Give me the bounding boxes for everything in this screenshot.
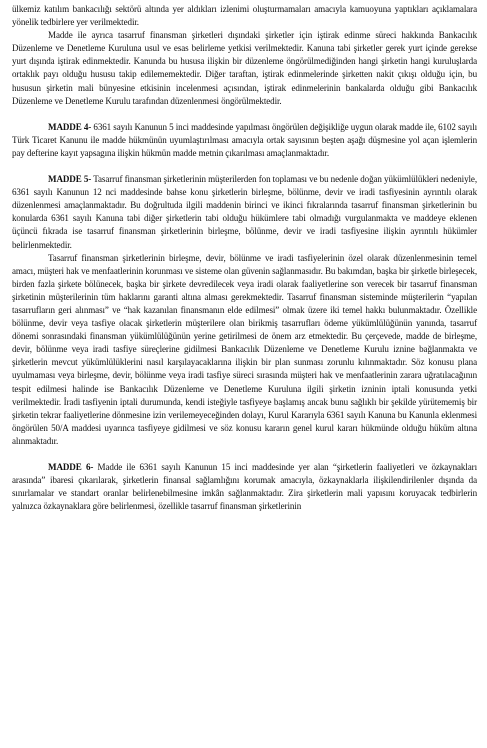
article-text: 6361 sayılı Kanunun 5 inci maddesinde yapılması öngörülen değişikliğe uygun olarak madde ile, 6102 sayılı Türk Ticaret Kanunu ile madde hükmünün uyumlaştırılması amacıyla ortak sayısının beşten aşağı düşmesine yol açan işlemlerin pay defterine kayıt yapsagına ilişkin hükmün madde metnin çıkarılması amaçlanmaktadır.	[12, 121, 478, 158]
paragraph-madde-6	[12, 461, 477, 513]
paragraph-tasarruf-finansman: Tasarruf finansman şirketlerinin birleşme, devir, bölünme ve iradi tasfiyelerinin özel olarak düzenlenmesinin temel amacı, müşteri hak ve menfaatlerinin korunması ve sisteme olan güvenin sağlanmasıdır. Bu bakımdan, başka bir şirketle birleşecek, birden fazla şirkete bölünecek, başka bir şirkete devredilecek veya iradi olarak faaliyetlerine son verecek bir tasarruf finansman şirketinin müşterilerinin tüm haklarını garanti altına alması gerekmektedir. Tasarruf finansman sisteminde müşterilerin “yapılan tasarrufların geri alınması” ve “hak kazanılan finansmanın elde edilmesi” olmak üzere iki temel hakkı bulunmaktadır. Özellikle bölünme, devir veya tasfiye olacak şirketlerin müşterilere olan birikmiş tasarrufları ödeme yükümlülüğünün yanında, tasarruf dönemi sonrasındaki finansman yükümlülüğünün yerine getirilmesi de önem arz etmektedir. Bu çerçevede, madde de birleşme, devir, bölünme veya iradi tasfiye süreçlerine gidilmesi Bankacılık Düzenleme ve Denetleme Kurulu iznine bağlanmakta ve şirketlerin mevcut yükümlülüklerini nasıl karşılayacaklarına ilişkin bir plan sunması zorunlu kılınmaktadır. Söz konusu plana uyulmaması veya birleşme, devir, bölünme veya iradi tasfiye süreci sırasında müşteri hak ve menfaatlerinin zarara uğratılacağının tespit edilmesi halinde ise Bankacılık Düzenleme ve Denetleme Kuruluna ilgili şirketin izninin iptali konusunda yetki verilmektedir. İradi tasfiyenin iptali durumunda, kendi isteğiyle tasfiyeye başlamış ancak bunu sağlıklı bir şekilde yürütememiş bir şirketin tekrar faaliyetlerine dönmesine izin verilemeyeceğinden dolayı, Kurul Kararıyla 6361 sayılı Kanuna bu Kanunla eklenmesi öngörülen 50/A maddesi uyarınca tasfiyeye gidilmesi ve söz konusu kararın genel kurul kararı hükmünde olduğu hüküm altına alınmaktadır.	[12, 252, 477, 446]
article-text: Madde ile 6361 sayılı Kanunun 15 inci maddesinde yer alan “şirketlerin faaliyetleri ve özkaynakları arasında” ibaresi çıkarılarak, şirketlerin finansal sağlamlığını korumak amacıyla, özkaynaklarla ilişkilendirilenler dışında da sınırlamalar ve standart oranlar belirlenebilmesine imkân sağlanmaktadır. Zira şirketlerin mali yapısını koruyacak tedbirlerin yalnızca özkaynaklara göre belirlenmesi, özellikle tasarruf finansman şirketlerinin	[12, 462, 477, 512]
paragraph-continuation: ülkemiz katılım bankacılığı sektörü altında yer aldıkları izlenimi oluşturmamaları amacıyla kamuoyuna yaptıkları açıklamalara yönelik tedbirlere yer verilmektedir.	[12, 4, 477, 28]
article-label: MADDE 6-	[48, 462, 94, 472]
article-label: MADDE 4-	[48, 121, 92, 132]
article-text: Tasarruf finansman şirketlerinin müşterilerden fon toplaması ve bu nedenle doğan yükümlülükleri nedeniyle, 6361 sayılı Kanunun 12 nci maddesinde bahse konu şirketlerin birleşme, bölünme, devir ve iradi tasfiyesinin ayrıntılı olarak düzenlenmesi amaçlanmaktadır. Bu doğrultuda ilgili maddenin birinci ve ikinci fıkralarında tasarruf finansman şirketlerinin bu konularda 6361 sayılı Kanuna tabi diğer şirketlerin tabi olduğu hükümlere tabi olmadığı vurgulanmakta ve maddeye eklenen üçüncü fıkrada ise tasarruf finansman şirketlerinin birleşme, bölünme, devir ve iradi tasfiyesine ilişkin ayrıntılı hükümler belirlenmektedir.	[12, 174, 478, 250]
article-label: MADDE 5-	[48, 174, 92, 185]
paragraph-madde-4	[12, 121, 477, 160]
paragraph-madde-5	[12, 173, 477, 252]
paragraph-iştirak: Madde ile ayrıca tasarruf finansman şirketleri dışındaki şirketler için iştirak edinme süreci hakkında Bankacılık Düzenleme ve Denetleme Kuruluna usul ve esas belirleme yetkisi verilmektedir. Kanuna tabi şirketler gerek yurt içinde gerekse yurt dışında iştirak edinmektedir. Kanunda bu hususa ilişkin bir düzenleme öngörülmediğinden hangi şirketin hangi kuruluşlarda ortaklık payı olduğu hususu takip edilememektedir. Diğer taraftan, iştirak edinmelerinde şirketten nakit çıkışı olduğu için, bu hususun şirketin mali bünyesine etkisinin incelenmesi açısından, iştirak edinmelerinin bankalarda olduğu gibi Bankacılık Düzenleme ve Denetleme Kurulu tarafından düzenlenmesi öngörülmektedir.	[12, 30, 477, 106]
